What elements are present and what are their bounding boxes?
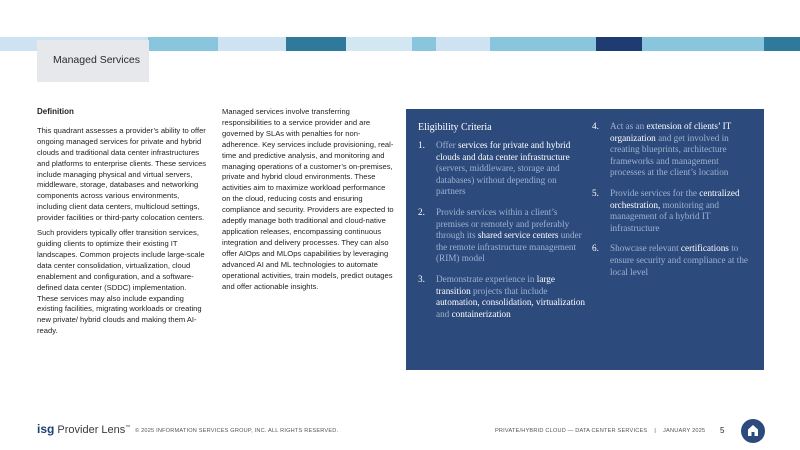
item-text: Showcase relevant [610,243,681,254]
item-highlight: large transition [436,273,555,296]
page-number: 5 [720,426,725,435]
item-number: 4. [592,121,599,131]
definition-heading: Definition [37,107,74,116]
item-text: to ensure security and compliance at the local level [610,243,749,277]
item-text: and get involved in creating blueprints, architecture frameworks and management processes at the client’s location [610,132,729,178]
home-icon [747,424,759,437]
item-highlight: shared service centers [477,230,559,241]
item-text: monitoring and management of a hybrid IT infrastructure [610,199,719,233]
copyright-text: © 2025 INFORMATION SERVICES GROUP, INC. ALL RIGHTS RESERVED. [135,428,339,434]
report-meta [495,428,705,434]
item-highlight: certifications [680,243,729,254]
stripe-segment [596,37,642,51]
stripe-segment [346,37,412,51]
criteria-item [418,140,588,198]
stripe-segment [764,37,800,51]
item-highlight: automation, consolidation, virtualization [436,297,586,308]
item-text: Act as an [610,121,647,131]
section-tab [37,40,149,82]
section-title: Managed Services [53,54,140,66]
stripe-segment [412,37,436,51]
item-text: Demonstrate experience in [436,273,537,284]
criteria-list-left [418,140,588,329]
eligibility-title: Eligibility Criteria [418,122,492,133]
criteria-item [418,274,588,320]
definition-paragraph: Such providers typically offer transition services, guiding clients to optimize their existing IT landscapes. Common projects include large-scale data center consolidation, virtualization, cloud enablement and configuration, and a software-defined data center (SDDC) implementation. These services may also include expanding existing facilities, migrating workloads or creating new private/ hybrid clouds and making them AI-ready. [37,228,205,336]
item-number: 2. [418,206,425,217]
isg-provider-lens-logo [37,422,130,436]
item-number: 5. [592,187,599,198]
stripe-segment [436,37,490,51]
logo-text: Provider Lens [57,424,126,436]
stripe-segment [490,37,596,51]
report-title: PRIVATE/HYBRID CLOUD — DATA CENTER SERVICES [495,428,648,434]
item-text: Provide services for the [610,187,700,198]
logo-isg: isg [37,422,55,436]
stripe-segment [642,37,764,51]
item-text: and [436,308,452,319]
stripe-segment [148,37,218,51]
managed-services-column [222,107,394,292]
item-number: 3. [418,273,425,284]
item-text: (servers, middleware, storage and databases) without depending on partners [436,163,560,197]
item-number: 1. [418,140,425,150]
item-highlight: centralized orchestration, [610,187,740,210]
item-highlight: extension of clients’ IT organization [610,121,732,143]
item-text: projects that include [470,285,548,296]
report-date: JANUARY 2025 [663,428,706,434]
definition-paragraph: This quadrant assesses a provider’s ability to offer ongoing managed services for private and hybrid clouds and traditional data center infrastructures and platforms to enterprise clients. These services include managing physical and virtual servers, middleware, storage, databases and networking components across various environments, including client data centers, multicloud settings, provider facilities or third-party colocation centers. [37,125,207,223]
definition-column [37,107,209,341]
item-text: under the remote infrastructure management (RIM) model [436,230,582,264]
criteria-item [592,121,756,179]
body-paragraph: Managed services involve transferring responsibilities to a service provider and are governed by SLAs with penalties for non-adherence. Key services include provisioning, real-time and predictive analysis, and monitoring and managing operations of a customer’s on-premises, private and hybrid cloud environments. These activities aim to maximize workload performance on the cloud, reducing costs and ensuring compliance and security. Providers are expected to adeptly manage both traditional and cloud-native application releases, encompassing continuous integration and delivery processes. They can also offer AIOps and MLOps capabilities by leveraging advanced AI and ML technologies to automate operational activities, train models, predict outages and offer actionable insights. [222,107,394,291]
footer-separator: | [654,428,656,434]
item-text: Provide services within a client’s premises or remotely and preferably through its [436,206,570,241]
footer [0,418,800,446]
criteria-list-right [592,121,756,287]
criteria-item [418,207,588,265]
criteria-item [592,243,756,278]
criteria-item [592,188,756,234]
item-highlight: services for private and hybrid clouds and data center infrastructure [436,140,571,162]
item-highlight: containerization [451,308,511,319]
logo-trademark: ™ [125,424,131,431]
stripe-segment [286,37,346,51]
item-text: Offer [436,140,459,150]
stripe-segment [218,37,286,51]
home-button[interactable] [741,419,765,443]
item-number: 6. [592,243,599,254]
eligibility-criteria-box [406,109,764,370]
